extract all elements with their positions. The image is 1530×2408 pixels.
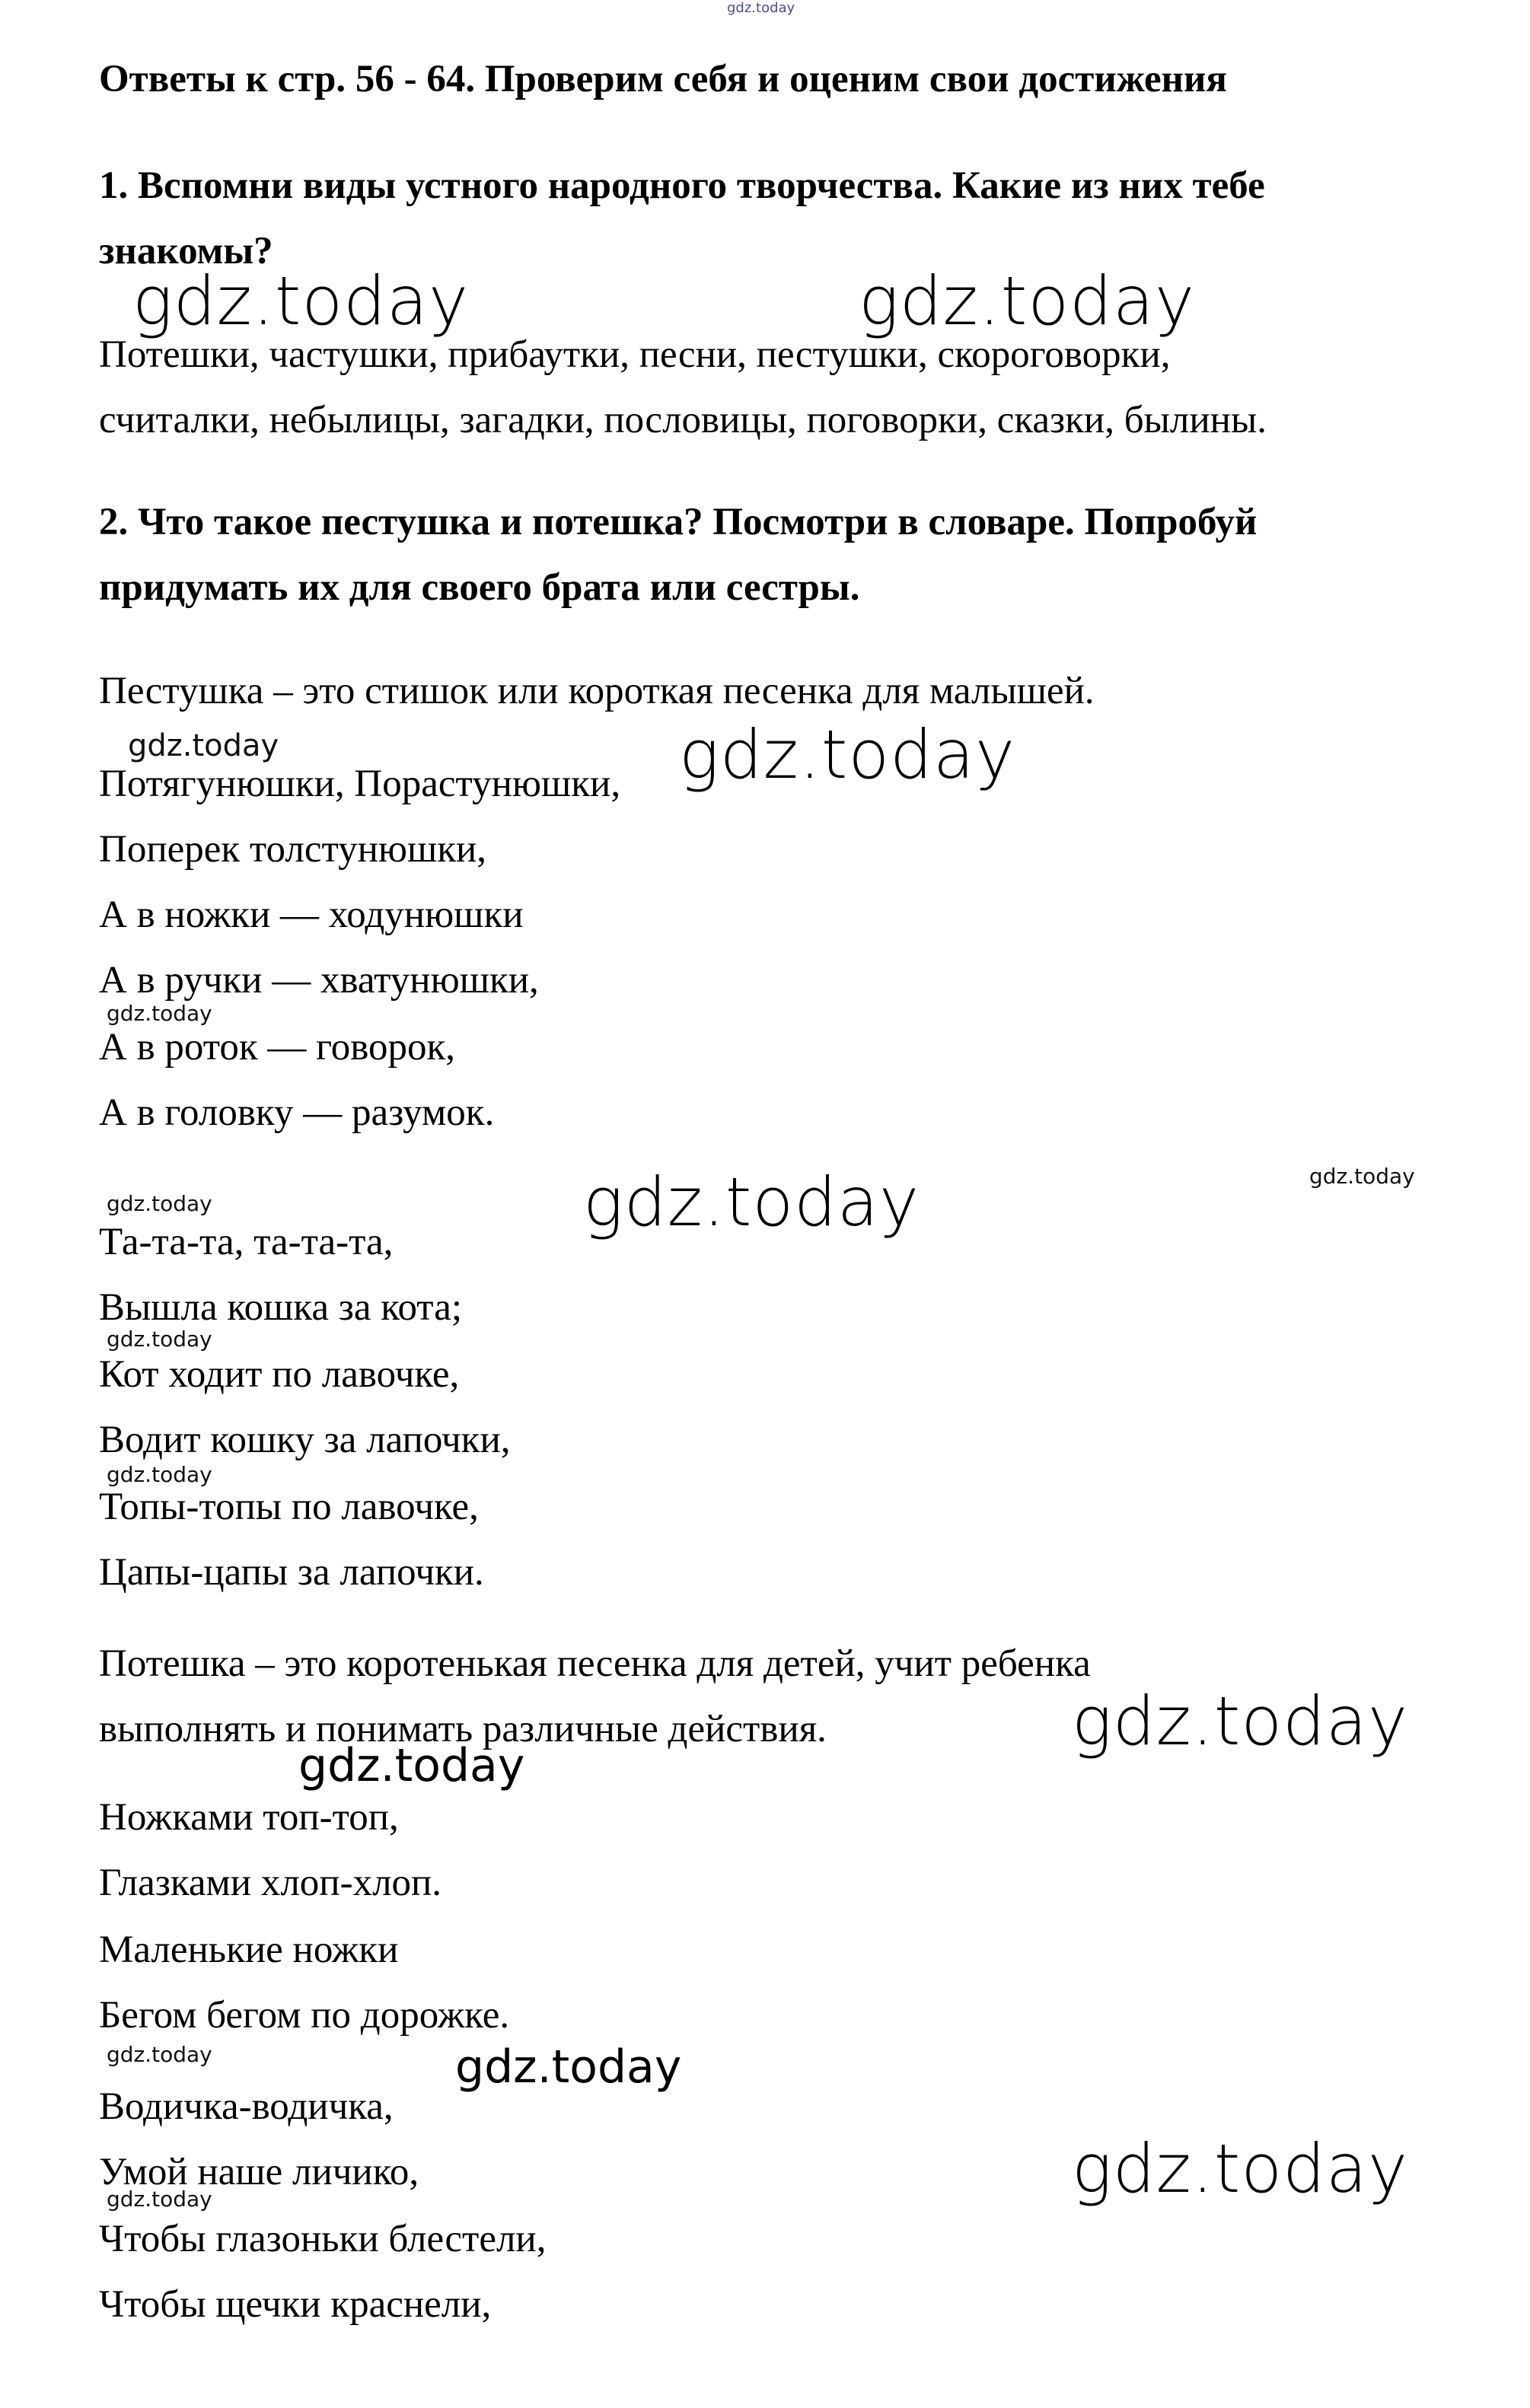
watermark: gdz.today xyxy=(132,262,470,340)
watermark: gdz.today xyxy=(107,2042,212,2067)
watermark-top: gdz.today xyxy=(727,0,795,16)
watermark: gdz.today xyxy=(128,728,279,763)
page-title: Ответы к стр. 56 - 64. Проверим себя и оценим свои достижения xyxy=(99,58,1228,100)
question-1-line-2: знакомы? xyxy=(99,230,273,272)
poem-line: Вышла кошка за кота; xyxy=(99,1286,463,1329)
poem-line: Цапы-цапы за лапочки. xyxy=(99,1551,484,1594)
poem-line: Чтобы щечки краснели, xyxy=(99,2283,492,2326)
poem-line: Потягунюшки, Порастунюшки, xyxy=(99,763,621,805)
watermark: gdz.today xyxy=(107,2187,212,2212)
watermark: gdz.today xyxy=(107,1462,212,1487)
watermark: gdz.today xyxy=(298,1739,525,1792)
poem-line: А в роток — говорок, xyxy=(99,1026,456,1069)
poem-line: Умой наше личико, xyxy=(99,2151,419,2193)
watermark: gdz.today xyxy=(455,2040,682,2094)
question-1-line-1: 1. Вспомни виды устного народного творчества. Какие из них тебе xyxy=(99,164,1265,207)
watermark: gdz.today xyxy=(1309,1164,1415,1189)
question-2-line-1: 2. Что такое пестушка и потешка? Посмотри в словаре. Попробуй xyxy=(99,501,1257,543)
watermark: gdz.today xyxy=(1072,2129,1409,2208)
poem-line: А в ручки — хватунюшки, xyxy=(99,959,539,1002)
watermark: gdz.today xyxy=(107,1001,212,1026)
watermark: gdz.today xyxy=(583,1163,920,1241)
watermark: gdz.today xyxy=(107,1327,212,1352)
poem-line: Топы-топы по лавочке, xyxy=(99,1486,479,1528)
poem-line: Та-та-та, та-та-та, xyxy=(99,1221,394,1263)
poem-line: Водичка-водичка, xyxy=(99,2085,394,2128)
poteshka-definition-line-2: выполнять и понимать различные действия. xyxy=(99,1708,827,1750)
poem-line: Кот ходит по лавочке, xyxy=(99,1353,460,1396)
watermark: gdz.today xyxy=(1072,1682,1409,1760)
poem-line: Ножками топ-топ, xyxy=(99,1796,399,1839)
question-2-line-2: придумать их для своего брата или сестры. xyxy=(99,566,860,609)
watermark: gdz.today xyxy=(859,262,1196,340)
answer-1-line-1: Потешки, частушки, прибаутки, песни, пестушки, скороговорки, xyxy=(99,333,1171,376)
watermark: gdz.today xyxy=(679,715,1016,794)
poem-line: Водит кошку за лапочки, xyxy=(99,1419,511,1461)
answer-1-line-2: считалки, небылицы, загадки, пословицы, поговорки, сказки, былины. xyxy=(99,399,1267,441)
poem-line: А в ножки — ходунюшки xyxy=(99,893,524,936)
poteshka-definition-line-1: Потешка – это коротенькая песенка для детей, учит ребенка xyxy=(99,1642,1091,1685)
poem-line: Бегом бегом по дорожке. xyxy=(99,1994,510,2037)
poem-line: Маленькие ножки xyxy=(99,1929,399,1971)
poem-line: А в головку — разумок. xyxy=(99,1091,495,1134)
pestushka-definition: Пестушка – это стишок или короткая песенка для малышей. xyxy=(99,670,1095,712)
watermark: gdz.today xyxy=(107,1191,212,1216)
poem-line: Глазками хлоп-хлоп. xyxy=(99,1862,442,1904)
poem-line: Поперек толстунюшки, xyxy=(99,828,487,871)
poem-line: Чтобы глазоньки блестели, xyxy=(99,2218,547,2260)
